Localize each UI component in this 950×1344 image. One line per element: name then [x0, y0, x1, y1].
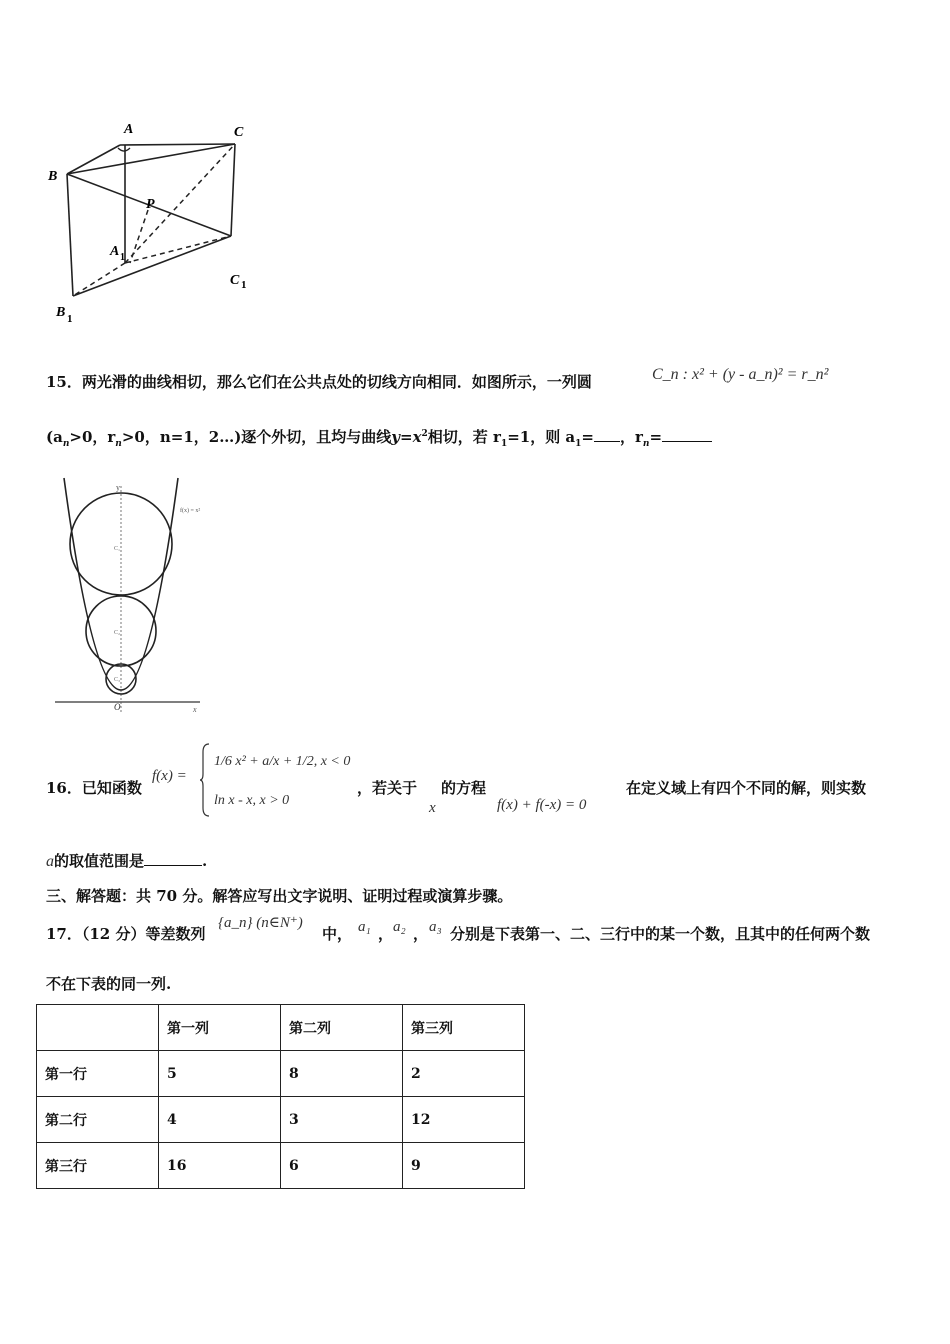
label-B1-sub: 1	[67, 313, 73, 325]
q16-text-mid: ，若关于	[357, 779, 418, 797]
q17-a3: a₃	[429, 919, 442, 935]
edge-BB1	[67, 174, 73, 296]
q16-x-var: x	[429, 800, 436, 816]
q15-formula	[652, 366, 828, 384]
q16-piece1: 1/6 x² + a/x + 1/2, x < 0	[214, 754, 351, 769]
table-cell: 2	[403, 1051, 525, 1097]
axis-y-label: y	[116, 483, 120, 492]
q15-cond-rest2: >0，n=1，2…)逐个外切，且均与曲线	[121, 428, 392, 446]
q16-text-eq: 的方程	[441, 779, 487, 797]
label-C1: C	[230, 273, 240, 288]
q17-tail: 分别是下表第一、二、三行中的某一个数，且其中的任何两个数	[450, 925, 871, 943]
axis-x-label: x	[193, 705, 197, 714]
q15-r-eq: =	[649, 428, 663, 446]
answer-blank-rn[interactable]	[662, 427, 712, 442]
table-cell: 12	[403, 1097, 525, 1143]
table-cell: 6	[281, 1143, 403, 1189]
edge-A1C1	[125, 236, 231, 263]
edge-PA1	[130, 210, 148, 263]
right-angle-mark	[118, 148, 130, 151]
table-row-label: 第二行	[37, 1097, 159, 1143]
q17-comma2: ，	[413, 925, 429, 943]
label-B1: B	[56, 305, 66, 320]
q15-number: 15．	[46, 373, 82, 391]
q15-curve: y=x	[391, 428, 422, 446]
q15-line1	[46, 372, 592, 392]
q17-line2: 不在下表的同一列.	[46, 975, 172, 993]
q16-line2	[46, 851, 207, 872]
c2-label: C₂	[114, 630, 121, 636]
q16-range-text: 的取值范围是	[54, 852, 145, 870]
table-row-label: 第三行	[37, 1143, 159, 1189]
label-A1-sub: 1	[120, 252, 125, 263]
table-cell: 5	[159, 1051, 281, 1097]
data-table	[36, 1004, 525, 1189]
origin-label: O	[114, 702, 121, 712]
table-header-cell: 第二列	[281, 1005, 403, 1051]
label-A1: A	[110, 244, 120, 259]
edge-BC	[67, 144, 235, 174]
edge-A1C	[125, 144, 235, 263]
table-row	[37, 1097, 525, 1143]
section-3-heading: 三、解答题：共 70 分。解答应写出文字说明、证明过程或演算步骤。	[46, 887, 513, 905]
curve-label: f(x) = x²	[180, 508, 201, 514]
label-A: A	[124, 122, 134, 137]
q16-piece2: ln x - x, x > 0	[214, 793, 290, 808]
q17-comma1: ，	[378, 925, 394, 943]
table-row-label: 第一行	[37, 1051, 159, 1097]
label-P: P	[146, 197, 155, 212]
table-row	[37, 1143, 525, 1189]
q15-formula-text: C_n : x² + (y - a_n)² = r_n²	[652, 366, 829, 383]
q17-a2: a₂	[393, 919, 406, 935]
prism-figure	[40, 118, 260, 328]
edge-B1C1	[73, 236, 231, 296]
table-cell: 3	[281, 1097, 403, 1143]
parabola-circles-figure	[50, 472, 225, 717]
q15-after-curve: 相切，若 r	[427, 428, 501, 446]
q15-after-a1: =	[581, 428, 594, 446]
table-cell: 9	[403, 1143, 525, 1189]
label-B: B	[48, 169, 58, 184]
answer-blank-a1[interactable]	[594, 427, 620, 442]
q17-a1: a₁	[358, 919, 371, 935]
c3-label: C₃	[114, 677, 121, 683]
q16-a-var: a	[46, 853, 54, 870]
answer-blank-range[interactable]	[144, 851, 202, 866]
table-header-cell: 第三列	[403, 1005, 525, 1051]
q15-cond-rest: >0，r	[69, 428, 116, 446]
edge-AC	[120, 144, 235, 145]
q17-seq: {a_n} (n∈N⁺)	[218, 915, 303, 931]
q17-number: 17．（12 分）等差数列	[46, 925, 206, 943]
q16-equation: f(x) + f(-x) = 0	[497, 797, 587, 813]
table-cell: 4	[159, 1097, 281, 1143]
table-cell: 16	[159, 1143, 281, 1189]
edge-CC1	[231, 144, 235, 236]
q17-mid: 中，	[322, 925, 353, 943]
q15-cond-open: (a	[46, 428, 63, 446]
table-row	[37, 1051, 525, 1097]
q16-text-tail: 在定义域上有四个不同的解，则实数	[626, 779, 867, 797]
q16-period: .	[202, 852, 208, 870]
q15-sep: ，r	[620, 428, 643, 446]
q15-text: 两光滑的曲线相切，那么它们在公共点处的切线方向相同．如图所示，一列圆	[81, 373, 592, 391]
q16-function-name: f(x) =	[152, 768, 187, 784]
table-header-row	[37, 1005, 525, 1051]
q15-line2: ($a_n>0$，$r_n>0$，n=1，2…)逐个外切，且均与曲线$y=x^2$相切，若 $r_1=1$，则 $a_1=$ ，$r_n=$	[46, 424, 712, 454]
table-cell: 8	[281, 1051, 403, 1097]
q16-brace	[199, 742, 211, 818]
q15-after-r1: =1，则 a	[507, 428, 576, 446]
label-C1-sub: 1	[241, 279, 247, 291]
q16-number: 16．已知函数	[46, 779, 142, 797]
table-header-cell: 第一列	[159, 1005, 281, 1051]
table-header-cell	[37, 1005, 159, 1051]
c1-label: C₁	[114, 546, 121, 552]
label-C: C	[234, 125, 244, 140]
